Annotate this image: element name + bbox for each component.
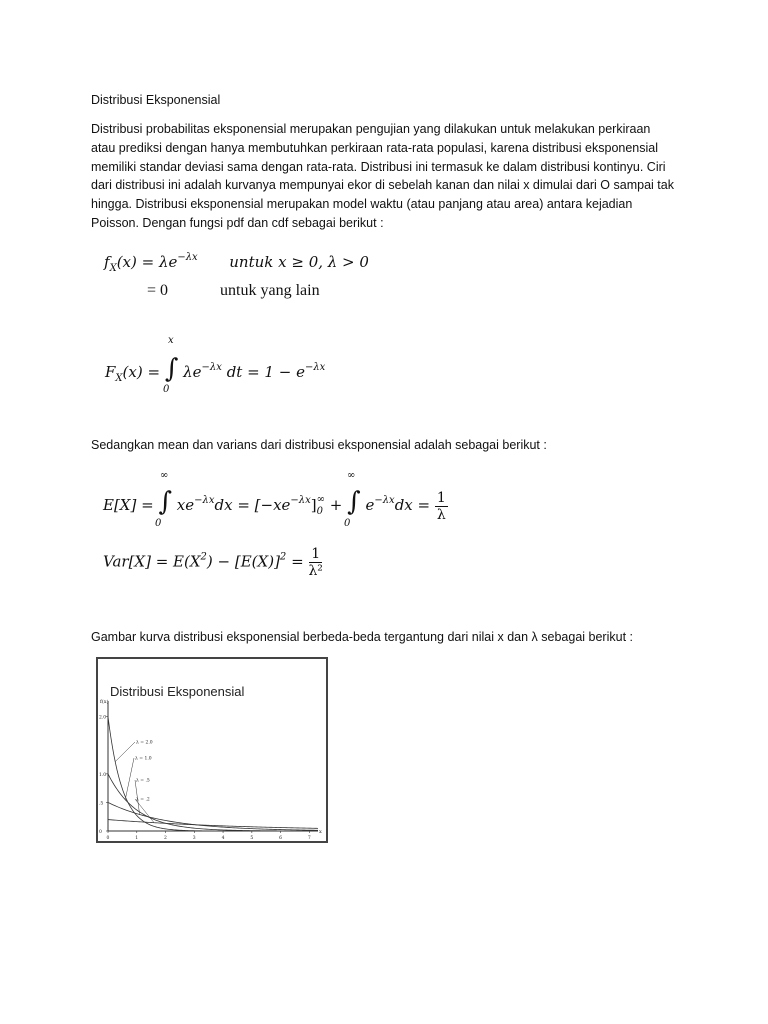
var-mid: ) − [E(X)] (206, 552, 280, 571)
curve-label-leader (115, 742, 135, 762)
integral-sign: ∫ (164, 354, 179, 384)
cdf-body: λe (183, 363, 202, 381)
cdf-arg: (x) = (122, 363, 161, 381)
integral-sign: ∫ (347, 487, 361, 517)
paragraph-line: Distribusi probabilitas eksponensial merupakan pengujian yang dilakukan untuk melakukan perkiraan (91, 122, 651, 136)
mean-lower-limit: 0 (155, 518, 162, 529)
mean-body-2-exp: −λx (374, 495, 395, 506)
x-tick-label: 1 (135, 836, 139, 841)
curve-description-text: Gambar kurva distribusi eksponensial berbeda-beda tergantung dari nilai x dan λ sebagai berikut : (91, 630, 633, 644)
mean-body: xe (176, 496, 195, 514)
figure-title: Distribusi Eksponensial (110, 684, 245, 699)
mean-bracket-sub: 0 (316, 506, 324, 517)
mean-equation: E[X] = ∫ $xe^{-\lambda x}dx = [-xe^{-\lambda x}]$ ∞ 0 + ∫ $e^{-\lambda x}dx$ = $\frac{1}{\lambda}$ (103, 487, 446, 523)
mean-lhs: E[X] = (103, 496, 154, 514)
mean-upper-limit-2: ∞ (347, 470, 356, 481)
exponential-distribution-figure (96, 657, 328, 843)
y-tick-label: 2.0 (99, 715, 107, 721)
paragraph-line: dari distribusi ini adalah kurvanya mempunyai ekor di sebelah kanan dan nilai x dimulai dari O sampai tak (91, 178, 674, 193)
mean-body-2: e (365, 496, 375, 514)
mean-lower-limit-2: 0 (344, 518, 351, 529)
var-exp-1: 2 (200, 551, 207, 563)
mean-mid-exp: −λx (290, 495, 311, 506)
var-exp-2: 2 (279, 551, 287, 563)
x-tick-label: 4 (221, 836, 225, 841)
curve-label-leader (125, 758, 134, 800)
curve-lambda-3 (108, 820, 318, 829)
mean-upper-limit: ∞ (160, 470, 169, 481)
x-tick-label: 6 (279, 836, 282, 841)
fraction-numerator: 1 (436, 489, 446, 506)
paragraph-line: memiliki standar deviasi sama dengan rata-rata. Distribusi ini termasuk ke dalam distribusi kontinyu. Ciri (91, 159, 666, 174)
paragraph-line: atau prediksi dengan hanya membutuhkan perkiraan rata-rata populasi, karena distribusi eksponensial (91, 140, 659, 155)
cdf-rhs: dt = 1 − e (226, 363, 305, 381)
mean-body-exp: −λx (194, 495, 215, 506)
x-tick-label: 0 (106, 836, 110, 841)
mean-plus: + (329, 496, 343, 514)
cdf-equation (105, 354, 325, 384)
integral-sign: ∫ (158, 487, 172, 517)
cdf-rhs-exp: −λx (304, 362, 326, 373)
mean-varians-text: Sedangkan mean dan varians dari distribusi eksponensial adalah sebagai berikut : (91, 438, 547, 452)
intro-paragraph (91, 120, 674, 233)
pdf-arg: (x) = λe (116, 253, 178, 271)
paragraph-line: Poisson. Dengan fungsi pdf dan cdf sebagai berikut : (91, 215, 384, 230)
cdf-body-exp: −λx (201, 362, 222, 373)
cdf-sub: X (115, 373, 123, 384)
mean-bracket-sup: ∞ (316, 494, 325, 505)
mean-mid: dx = [−xe (214, 496, 291, 514)
curve-lambda-2 (108, 802, 318, 830)
curve-label: λ = .2 (136, 797, 150, 803)
paragraph-line: hingga. Distribusi eksponensial merupakan model waktu (atau panjang atau area) antara kejadian (91, 197, 633, 212)
variance-equation (103, 546, 323, 579)
y-tick-label: .5 (99, 801, 104, 807)
mean-end: dx = (394, 496, 431, 514)
var-equals: = (291, 552, 304, 571)
pdf-condition: untuk x ≥ 0, λ > 0 (229, 253, 369, 271)
y-tick-label: 0 (99, 830, 102, 835)
y-tick-label: 1.0 (99, 772, 107, 778)
curve-label: λ = 1.0 (135, 756, 152, 762)
fraction-denominator: λ (436, 506, 446, 523)
pdf-equation (104, 252, 369, 274)
curve-label: λ = 2.0 (136, 740, 153, 746)
x-tick-label: 5 (250, 836, 254, 841)
curve-label: λ = .5 (136, 778, 150, 784)
pdf-else-equation (147, 282, 320, 300)
pdf-else-value: = 0 (147, 282, 169, 299)
fraction-denominator: λ² (308, 563, 323, 579)
fraction-numerator: 1 (311, 546, 321, 562)
var-lhs: Var[X] = E(X (103, 552, 201, 571)
x-axis-label: x (319, 829, 322, 835)
x-tick-label: 2 (164, 836, 167, 841)
cdf-lhs: F (105, 363, 116, 381)
pdf-else-text: untuk yang lain (220, 282, 320, 299)
mean-fraction (435, 490, 448, 523)
x-tick-label: 7 (307, 836, 311, 841)
pdf-lhs: f (104, 253, 110, 271)
y-axis-label: f(x) (100, 699, 109, 705)
cdf-upper-limit: x (168, 335, 174, 346)
pdf-exp: −λx (177, 252, 198, 263)
variance-fraction (308, 546, 323, 579)
cdf-lower-limit: 0 (163, 384, 170, 395)
document-heading: Distribusi Eksponensial (91, 93, 221, 107)
pdf-sub: X (109, 263, 117, 274)
x-tick-label: 3 (192, 836, 196, 841)
exponential-curves-plot (98, 659, 326, 841)
